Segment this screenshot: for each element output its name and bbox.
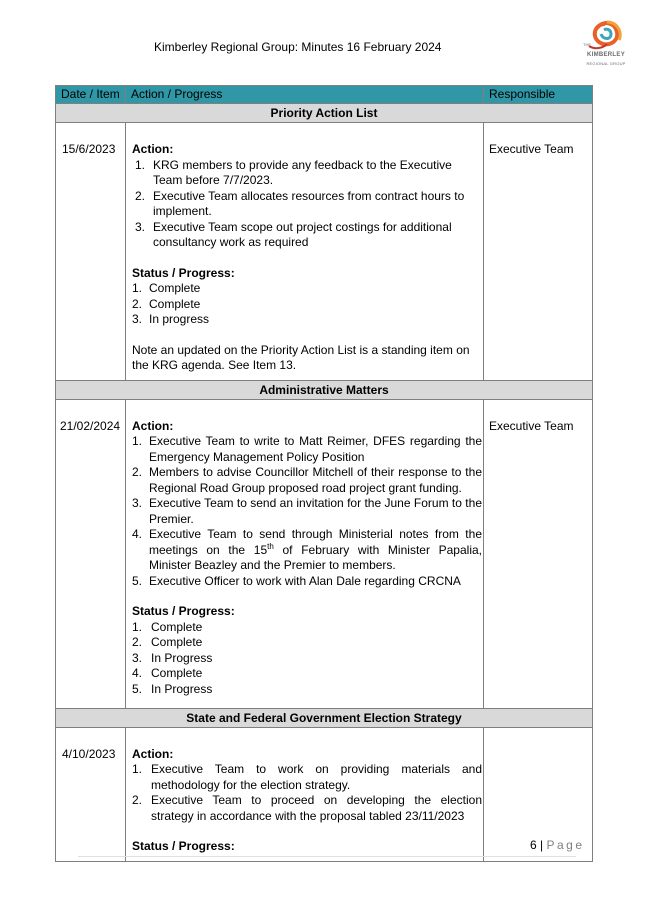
- action-table: [55, 85, 593, 862]
- status-label: Status / Progress:: [132, 265, 235, 280]
- list-item: 3. Executive Team to send an invitation for the June Forum to the Premier.: [132, 496, 482, 526]
- column-header-responsible: Responsible: [484, 86, 593, 104]
- section-title: Administrative Matters: [56, 380, 593, 399]
- list-item: 2. Members to advise Councillor Mitchell of their response to the Regional Road Group proposed road project grant funding.: [132, 465, 482, 495]
- action-cell: [126, 123, 484, 381]
- list-item: 1. Executive Team to work on providing materials and methodology for the election strategy.: [132, 762, 482, 792]
- list-item: 2. Executive Team allocates resources from contract hours to implement.: [135, 188, 465, 218]
- action-list: [132, 434, 482, 589]
- list-item: 3. Executive Team scope out project costings for additional consultancy work as required: [135, 219, 452, 249]
- list-item: 1. KRG members to provide any feedback to the Executive Team before 7/7/2023.: [135, 157, 452, 187]
- status-list: [132, 281, 482, 328]
- list-item: 4. Complete: [132, 666, 203, 680]
- standing-item-note: Note an updated on the Priority Action List is a standing item on the KRG agenda. See Item 13.: [132, 342, 470, 372]
- list-item: 3. In Progress: [132, 650, 213, 665]
- table-row: [56, 399, 593, 708]
- status-list: [132, 620, 482, 698]
- footer-divider: [78, 856, 576, 857]
- section-title: State and Federal Government Election Strategy: [56, 708, 593, 727]
- responsible-cell: Executive Team: [484, 399, 593, 708]
- list-item: 1. Executive Team to write to Matt Reimer, DFES regarding the Emergency Management Policy Position: [132, 434, 482, 464]
- section-row: [56, 104, 593, 123]
- item-date: 15/6/2023: [56, 123, 126, 381]
- section-title: Priority Action List: [56, 104, 593, 123]
- list-item: 3. In progress: [132, 312, 210, 326]
- document-header-title: Kimberley Regional Group: Minutes 16 February 2024: [154, 40, 442, 54]
- section-row: [56, 708, 593, 727]
- action-label: Action:: [132, 142, 174, 156]
- action-list: [132, 762, 482, 824]
- list-item: 5. In Progress: [132, 681, 213, 696]
- action-label: Action:: [132, 418, 174, 433]
- list-item: 2. Executive Team to proceed on developing the election strategy in accordance with the proposal tabled 23/11/2023: [132, 793, 482, 823]
- list-item: 2. Complete: [132, 635, 203, 649]
- list-item: 1. Complete: [132, 619, 203, 634]
- logo-sub-text: REGIONAL GROUP: [586, 61, 626, 66]
- table-header-row: [56, 86, 593, 104]
- kimberley-logo: [577, 16, 633, 72]
- svg-text:THE: THE: [583, 42, 591, 47]
- action-cell: [126, 727, 484, 861]
- action-cell: [126, 399, 484, 708]
- list-item: 1. Complete: [132, 281, 201, 295]
- list-item: 4. Executive Team to send through Ministerial notes from the meetings on the 15th of February with Minister Papalia, Minister Beazley and the Premier to members.: [132, 527, 482, 572]
- action-list: [132, 158, 482, 251]
- status-label: Status / Progress:: [132, 604, 235, 618]
- list-item: 5. Executive Officer to work with Alan Dale regarding CRCNA: [132, 573, 461, 588]
- page-number: 6 | Page: [530, 838, 585, 852]
- logo-swirl-icon: [577, 16, 633, 56]
- column-header-date: Date / Item: [56, 86, 126, 104]
- responsible-cell: Executive Team: [484, 123, 593, 381]
- action-label: Action:: [132, 746, 174, 761]
- logo-brand-text: KIMBERLEY: [586, 52, 626, 58]
- item-date: 4/10/2023: [56, 727, 126, 861]
- status-label: Status / Progress:: [132, 839, 235, 853]
- list-item: 2. Complete: [132, 296, 201, 311]
- item-date: 21/02/2024: [56, 399, 126, 708]
- section-row: [56, 380, 593, 399]
- column-header-action: Action / Progress: [126, 86, 484, 104]
- table-row: [56, 123, 593, 381]
- table-row: [56, 727, 593, 861]
